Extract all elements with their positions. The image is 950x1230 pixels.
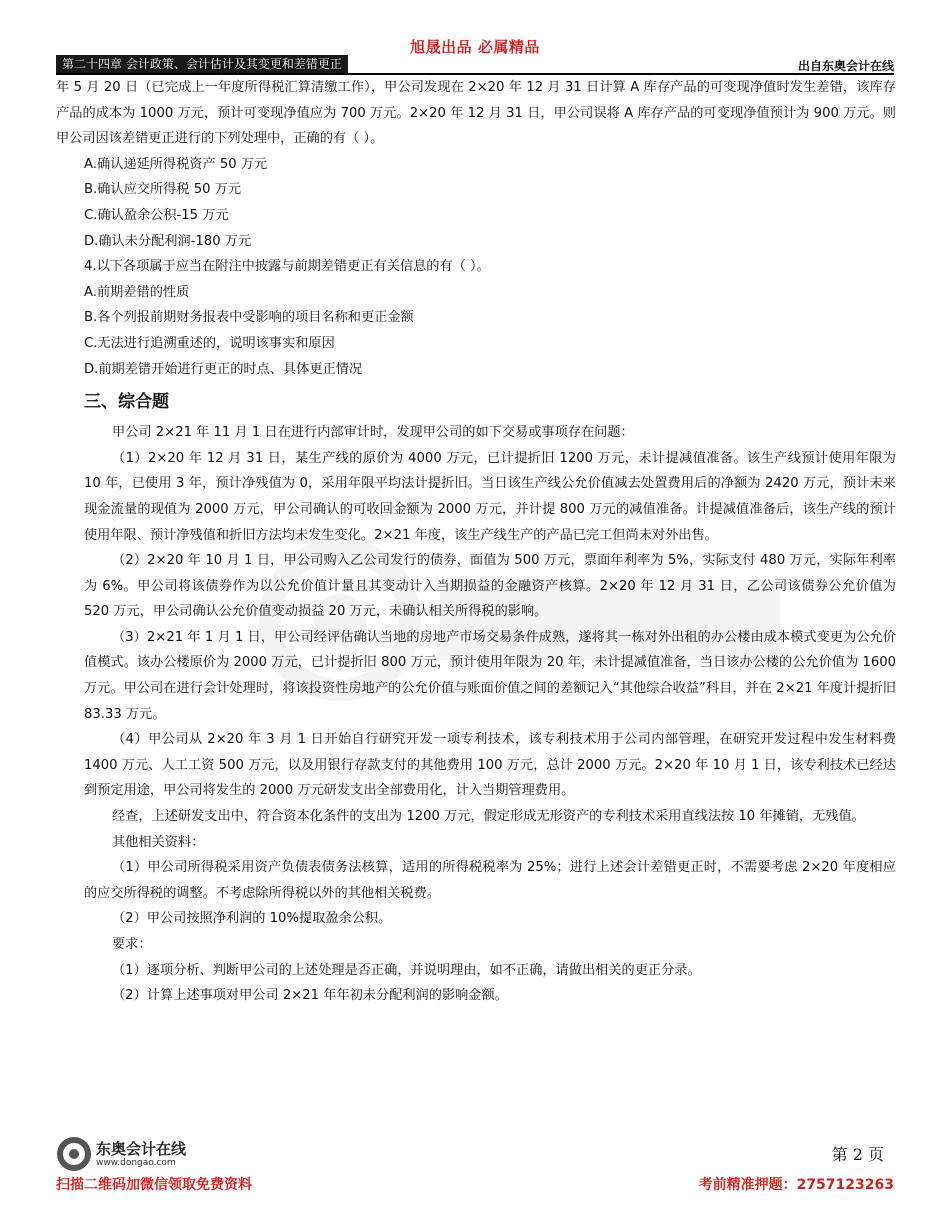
- logo-icon: [56, 1136, 92, 1172]
- source-label: 出自东奥会计在线: [797, 59, 894, 73]
- option-b: B.各个列报前期财务报表中受影响的项目名称和更正金额: [84, 310, 414, 326]
- option-a: A.确认递延所得税资产 50 万元: [84, 156, 268, 172]
- other-info-label: 其他相关资料：: [112, 834, 205, 850]
- footer-promo-left: 扫描二维码加微信领取免费资料: [56, 1177, 252, 1193]
- option-d: D.前期差错开始进行更正的时点、具体更正情况: [84, 361, 363, 377]
- logo-url: www.dongao.com: [96, 1158, 176, 1168]
- other-info-1: （1）甲公司所得税采用资产负债表债务法核算，适用的所得税税率为 25%；进行上述会计差错更正时，不需要考虑 2×20 年度相应的应交所得税的调整。不考虑除所得税以外的其他相关税费。: [84, 860, 896, 901]
- requirement-1: （1）逐项分析、判断甲公司的上述处理是否正确，并说明理由，如不正确，请做出相关的更正分录。: [112, 962, 701, 978]
- requirement-2: （2）计算上述事项对甲公司 2×21 年年初未分配利润的影响金额。: [112, 988, 508, 1004]
- option-b: B.确认应交所得税 50 万元: [84, 182, 242, 198]
- document-body: [56, 75, 896, 1009]
- other-info-2: （2）甲公司按照净利润的 10%提取盈余公积。: [112, 911, 392, 927]
- case-check-note: 经查，上述研发支出中，符合资本化条件的支出为 1200 万元，假定形成无形资产的专利技术采用直线法按 10 年摊销，无残值。: [112, 809, 865, 825]
- section-title: 三、综合题: [84, 392, 169, 413]
- brand-stamp: 旭晟出品 必属精品: [410, 38, 540, 56]
- case-item-3: （3）2×21 年 1 月 1 日，甲公司经评估确认当地的房地产市场交易条件成熟，遂将其一栋对外出租的办公楼由成本模式变更为公允价值模式。该办公楼原价为 2000 万元，已计提折旧 800 万元，预计使用年限为 20 年，未计提减值准备，当日该办公楼的公允价值为 1600 万元。甲公司在进行会计处理时，将该投资性房地产的公允价值与账面价值之间的差额记入“其他综合收益”科目，并在 2×21 年度计提折旧 83.33 万元。: [84, 629, 896, 722]
- case-item-2: （2）2×20 年 10 月 1 日，甲公司购入乙公司发行的债券，面值为 500 万元，票面年利率为 5%，实际支付 480 万元，实际年利率为 6%。甲公司将该债券作为以公允价值计量且其变动计入当期损益的金融资产核算。2×20 年 12 月 31 日，乙公司该债券公允价值为 520 万元，甲公司确认公允价值变动损益 20 万元，未确认相关所得税的影响。: [84, 553, 896, 620]
- case-item-1: （1）2×20 年 12 月 31 日，某生产线的原价为 4000 万元，已计提折旧 1200 万元，未计提减值准备。该生产线预计使用年限为 10 年，已使用 3 年，预计净残值为 0，采用年限平均法计提折旧。当日该生产线公允价值减去处置费用后的净额为 2420 万元，预计未来现金流量的现值为 2000 万元，甲公司确认的可收回金额为 2000 万元，并计提 800 万元的减值准备。计提减值准备后，该生产线的预计使用年限、预计净残值和折旧方法均未发生变化。2×21 年度，该生产线生产的产品已完工但尚未对外出售。: [84, 450, 896, 543]
- page-number: 第 2 页: [831, 1145, 884, 1164]
- option-c: C.无法进行追溯重述的，说明该事实和原因: [84, 335, 335, 351]
- option-d: D.确认未分配利润-180 万元: [84, 233, 252, 249]
- footer-promo-right: 考前精准押题：2757123263: [698, 1177, 894, 1193]
- page-footer: [56, 1134, 894, 1204]
- case-item-4: （4）甲公司从 2×20 年 3 月 1 日开始自行研究开发一项专利技术，该专利技术用于公司内部管理，在研究开发过程中发生材料费 1400 万元、人工工资 500 万元，以及用银行存款支付的其他费用 100 万元，总计 2000 万元。2×20 年 10 月 1 日，该专利技术已经达到预定用途，甲公司将发生的 2000 万元研发支出全部费用化，计入当期管理费用。: [84, 732, 896, 799]
- logo-name: 东奥会计在线: [96, 1140, 187, 1158]
- option-a: A.前期差错的性质: [84, 284, 190, 300]
- chapter-title: 第二十四章 会计政策、会计估计及其变更和差错更正: [56, 55, 348, 73]
- requirements-label: 要求：: [112, 937, 152, 952]
- question3-continuation: 年 5 月 20 日（已完成上一年度所得税汇算清缴工作），甲公司发现在 2×20 年 12 月 31 日计算 A 库存产品的可变现净值时发生差错，该库存产品的成本为 1000 万元，预计可变现净值应为 700 万元。2×20 年 12 月 31 日，甲公司误将 A 库存产品的可变现净值预计为 900 万元。则甲公司因该差错更正进行的下列处理中，正确的有（ ）。: [56, 80, 896, 147]
- question4-stem: 4.以下各项属于应当在附注中披露与前期差错更正有关信息的有（ ）。: [84, 259, 490, 275]
- option-c: C.确认盈余公积-15 万元: [84, 207, 229, 223]
- case-intro: 甲公司 2×21 年 11 月 1 日在进行内部审计时，发现甲公司的如下交易或事项存在问题：: [112, 425, 634, 441]
- page-header: [56, 55, 894, 75]
